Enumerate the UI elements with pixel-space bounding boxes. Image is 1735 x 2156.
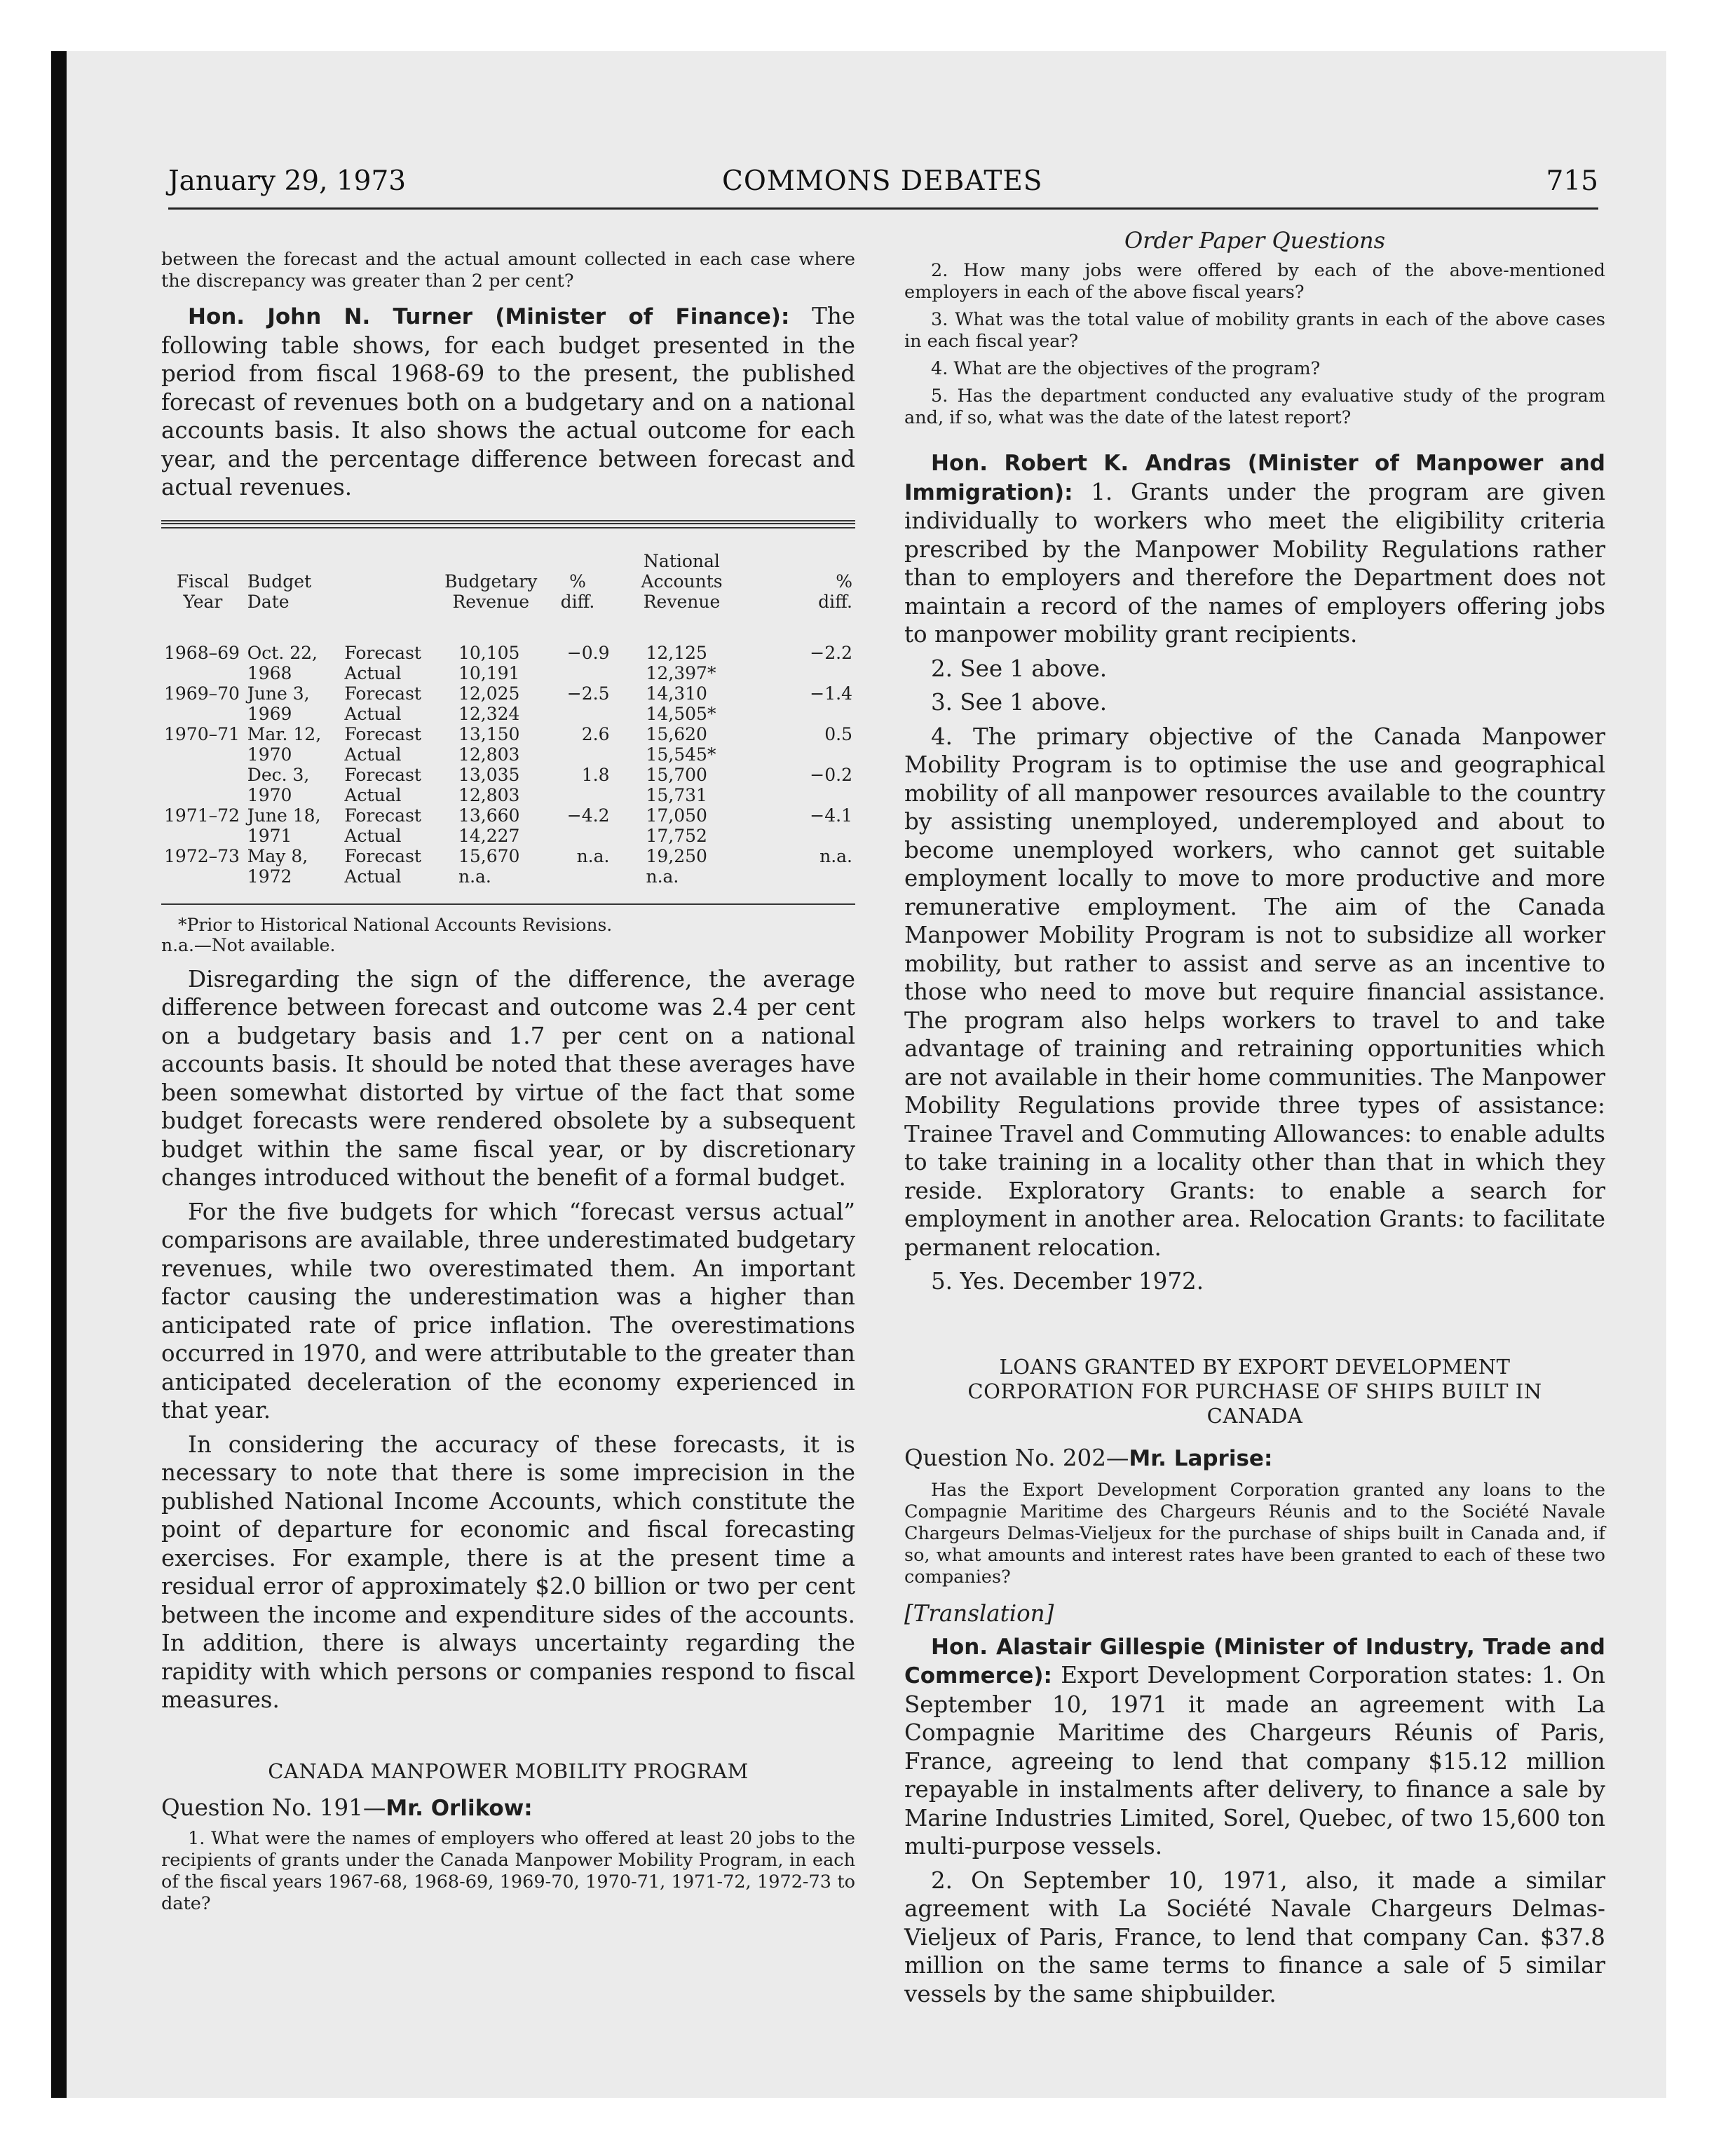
cell-national-diff: −4.1	[810, 805, 852, 826]
asker-orlikow: Mr. Orlikow:	[386, 1795, 533, 1821]
question-191-line	[161, 1794, 855, 1823]
table-row	[161, 846, 855, 903]
table-top-rule	[161, 520, 855, 524]
cell-budgetary-revenue: 13,150 12,803	[458, 723, 520, 765]
answer-item: 2. See 1 above.	[931, 655, 1108, 682]
cell-budgetary-diff: n.a.	[576, 845, 610, 866]
answer-item: 2. On September 10, 1971, also, it made a similar agreement with La Société Navale Chargeurs Delmas-Vieljeux of Paris, France, to lend that company Can. $37.8 million on the same terms to finance a sale of 5 similar vessels by the same shipbuilder.	[904, 1867, 1605, 2007]
cell-national-revenue: 15,620 15,545*	[646, 723, 716, 765]
cell-national-revenue: 19,250 n.a.	[646, 845, 707, 887]
cell-fiscal-year: 1968–69	[164, 642, 240, 663]
turner-answer	[161, 302, 855, 502]
question-item: 3. What was the total value of mobility grants in each of the above cases in each fiscal year?	[904, 309, 1605, 352]
speaker-turner: Hon. John N. Turner (Minister of Finance):	[188, 304, 790, 329]
table-row	[161, 683, 855, 724]
header-journal-title: COMMONS DEBATES	[722, 165, 1043, 197]
col-header: National Accounts Revenue	[641, 550, 723, 612]
cell-budgetary-diff: −2.5	[566, 683, 610, 704]
cell-national-diff: −0.2	[810, 764, 852, 785]
cell-national-revenue: 12,125 12,397*	[646, 642, 716, 683]
translation-note: [Translation]	[904, 1600, 1054, 1627]
table-row	[161, 626, 855, 683]
running-header	[168, 165, 1598, 210]
cell-budgetary-revenue: 13,035 12,803	[458, 764, 520, 805]
question-item: 2. How many jobs were offered by each of the above-mentioned employers in each of the above fiscal years?	[904, 260, 1605, 303]
cell-kind: Forecast Actual	[344, 642, 421, 683]
cell-fiscal-year: 1971–72	[164, 805, 240, 826]
header-date: January 29, 1973	[168, 165, 407, 197]
section-heading: LOANS GRANTED BY EXPORT DEVELOPMENT CORPORATION FOR PURCHASE OF SHIPS BUILT IN CANADA	[967, 1354, 1542, 1428]
cell-national-diff: 0.5	[824, 723, 852, 744]
revenue-forecast-table	[161, 551, 855, 903]
section-title: Order Paper Questions	[1124, 227, 1386, 254]
cell-budget-date: Mar. 12, 1970	[247, 723, 322, 765]
table-header-row	[161, 551, 855, 626]
table-footnotes	[161, 915, 855, 955]
speaker-andras: Hon. Robert K. Andras (Minister of Manpower and Immigration):	[904, 451, 1605, 505]
cell-budgetary-revenue: 15,670 n.a.	[458, 845, 520, 887]
cell-budgetary-revenue: 12,025 12,324	[458, 683, 520, 724]
cell-budget-date: June 18, 1971	[247, 805, 321, 846]
table-row	[161, 765, 855, 805]
asker-laprise: Mr. Laprise:	[1129, 1445, 1273, 1471]
table-row	[161, 724, 855, 765]
cell-budget-date: May 8, 1972	[247, 845, 308, 887]
paragraph: In considering the accuracy of these forecasts, it is necessary to note that there is some imprecision in the published National Income Accounts, which constitute the point of departure for economic and fiscal forecasting exercises. For example, there is at the present time a residual error of approximately $2.0 billion or two per cent between the income and expenditure sides of the accounts. In addition, there is always uncertainty regarding the rapidity with which persons or companies respond to fiscal measures.	[161, 1431, 855, 1713]
footnote: *Prior to Historical National Accounts Revisions.	[178, 914, 613, 935]
question-text: 1. What were the names of employers who offered at least 20 jobs to the recipients of grants under the Canada Manpower Mobility Program, in each of the fiscal years 1967-68, 1968-69, 1969-70, 1970-71, 1971-72, 1972-73 to date?	[161, 1828, 855, 1914]
answer-item: 4. The primary objective of the Canada Manpower Mobility Program is to optimise the use and geographical mobility of all manpower resources available to the country by assisting unemployed, underemployed and about to become unemployed workers, who cannot get suitable employment locally to move to more productive and more remunerative employment. The aim of the Canada Manpower Mobility Program is not to subsidize all worker mobility, but rather to assist and serve as an incentive to those who need to move but require financial assistance. The program also helps workers to travel to and take advantage of training and retraining opportunities which are not available in their home communities. The Manpower Mobility Regulations provide three types of assistance: Trainee Travel and Commuting Allowances: to enable adults to take training in a locality other than that in which they reside. Exploratory Grants: to enable a search for employment in another area. Relocation Grants: to facilitate permanent relocation.	[904, 723, 1605, 1261]
cell-budgetary-revenue: 10,105 10,191	[458, 642, 520, 683]
andras-answer-text: 1. Grants under the program are given individually to workers who meet the eligibility criteria prescribed by the Manpower Mobility Regulations rather than to employers and therefore the Department does not maintain a record of the names of employers offering jobs to manpower mobility grant recipients.	[904, 478, 1605, 648]
question-text: Has the Export Development Corporation granted any loans to the Compagnie Maritime des Chargeurs Réunis and to the Société Navale Chargeurs Delmas-Vieljeux for the purchase of ships built in Canada and, if so, what amounts and interest rates have been granted to each of these two companies?	[904, 1480, 1605, 1588]
left-column	[161, 249, 855, 1915]
cell-fiscal-year: 1970–71	[164, 723, 240, 744]
cell-kind: Forecast Actual	[344, 805, 421, 846]
col-header: % diff.	[560, 571, 595, 612]
cell-budgetary-diff: −4.2	[566, 805, 610, 826]
col-header: Fiscal Year	[176, 571, 229, 612]
paragraph: Disregarding the sign of the difference, the average difference between forecast and outcome was 2.4 per cent on a budgetary basis and 1.7 per cent on a national accounts basis. It should be noted that these averages have been somewhat distorted by virtue of the fact that some budget forecasts were rendered obsolete by a subsequent budget within the same fiscal year, or by discretionary changes introduced without the benefit of a formal budget.	[161, 965, 855, 1191]
cell-national-revenue: 14,310 14,505*	[646, 683, 716, 724]
answer-item: 5. Yes. December 1972.	[931, 1268, 1204, 1295]
gillespie-answer	[904, 1632, 1605, 1861]
cell-fiscal-year: 1972–73	[164, 845, 240, 866]
cell-fiscal-year: 1969–70	[164, 683, 240, 704]
cell-budget-date: Oct. 22, 1968	[247, 642, 318, 683]
header-page-number: 715	[1546, 165, 1598, 197]
question-number: Question No. 191—	[161, 1794, 386, 1821]
question-number: Question No. 202—	[904, 1444, 1129, 1471]
footnote: n.a.—Not available.	[161, 934, 336, 955]
turner-answer-text: The following table shows, for each budget presented in the period from fiscal 1968-69 to the present, the published forecast of revenues both on a budgetary and on a national accounts basis. It also shows the actual outcome for each year, and the percentage difference between forecast and actual revenues.	[161, 303, 855, 500]
col-header	[341, 551, 439, 626]
section-heading: CANADA MANPOWER MOBILITY PROGRAM	[268, 1759, 749, 1783]
gillespie-answer-text: Export Development Corporation states: 1. On September 10, 1971 it made an agreement with La Compagnie Maritime des Chargeurs Réunis of Paris, France, agreeing to lend that company $15.12 million repayable in instalments after delivery, to finance a sale by Marine Industries Limited, Sorel, Quebec, of two 15,600 ton multi-purpose vessels.	[904, 1662, 1605, 1860]
cell-budgetary-revenue: 13,660 14,227	[458, 805, 520, 846]
scan-edge-bar	[51, 51, 67, 2098]
question-item: 5. Has the department conducted any evaluative study of the program and, if so, what was the date of the latest report?	[904, 386, 1605, 428]
cell-kind: Forecast Actual	[344, 683, 421, 724]
table-row	[161, 805, 855, 846]
cell-budgetary-diff: 1.8	[581, 764, 610, 785]
cell-kind: Forecast Actual	[344, 723, 421, 765]
speaker-gillespie: Hon. Alastair Gillespie (Minister of Industry, Trade and Commerce):	[904, 1634, 1605, 1688]
cell-kind: Forecast Actual	[344, 764, 421, 805]
cell-national-diff: −2.2	[810, 642, 852, 663]
question-continuation: between the forecast and the actual amount collected in each case where the discrepancy was greater than 2 per cent?	[161, 249, 855, 292]
question-item: 4. What are the objectives of the program?	[931, 358, 1321, 379]
table-bottom-rule	[161, 903, 855, 905]
question-202-line	[904, 1444, 1605, 1473]
cell-budget-date: Dec. 3, 1970	[247, 764, 310, 805]
cell-budget-date: June 3, 1969	[247, 683, 310, 724]
col-header: Budget Date	[247, 571, 312, 612]
cell-budgetary-diff: −0.9	[566, 642, 610, 663]
col-header: % diff.	[818, 571, 852, 612]
cell-national-diff: −1.4	[810, 683, 852, 704]
cell-budgetary-diff: 2.6	[581, 723, 610, 744]
cell-fiscal-year	[161, 765, 245, 805]
paragraph: For the five budgets for which “forecast versus actual” comparisons are available, three underestimated budgetary revenues, while two overestimated them. An important factor causing the underestimation was a higher than anticipated rate of price inflation. The overestimations occurred in 1970, and were attributable to the greater than anticipated deceleration of the economy experienced in that year.	[161, 1198, 855, 1424]
col-header: Budgetary Revenue	[444, 571, 538, 612]
answer-item: 3. See 1 above.	[931, 689, 1108, 716]
cell-national-revenue: 15,700 15,731	[646, 764, 707, 805]
cell-kind: Forecast Actual	[344, 845, 421, 887]
andras-answer	[904, 449, 1605, 649]
right-column	[904, 227, 1605, 2008]
cell-national-diff: n.a.	[819, 845, 852, 866]
cell-national-revenue: 17,050 17,752	[646, 805, 707, 846]
